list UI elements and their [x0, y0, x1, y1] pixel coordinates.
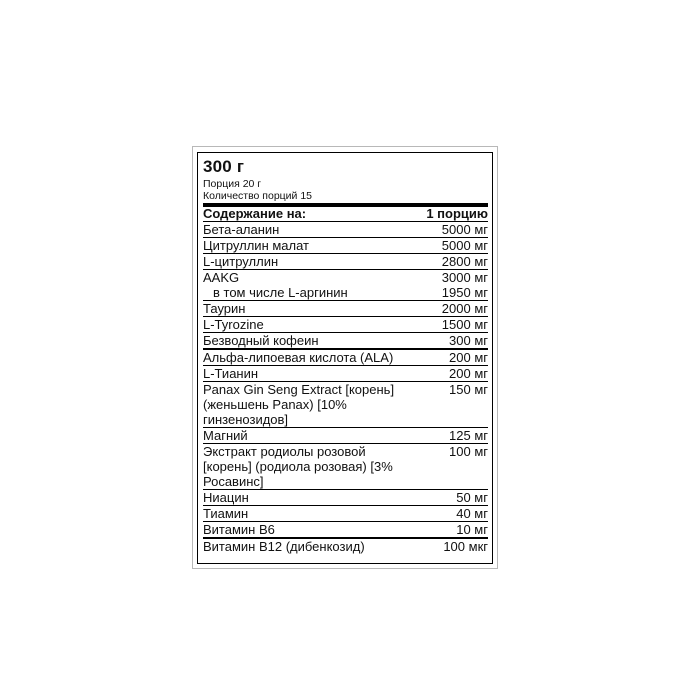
ingredient-amount: 1950 мг [441, 285, 488, 300]
table-row [203, 539, 488, 554]
header-name: Содержание на: [203, 206, 307, 221]
table-row [203, 238, 488, 254]
ingredient-name: Бета-аланин [203, 222, 280, 237]
table-row [203, 270, 488, 285]
ingredient-name: в том числе L-аргинин [213, 285, 348, 300]
table-row [203, 490, 488, 506]
ingredient-name: Альфа-липоевая кислота (ALA) [203, 350, 394, 365]
ingredient-amount: 100 мг [449, 444, 488, 459]
ingredient-name: Витамин B6 [203, 522, 275, 537]
table-row [203, 350, 488, 366]
ingredient-amount: 5000 мг [441, 238, 488, 253]
net-weight: 300 г [203, 157, 245, 176]
ingredient-amount: 10 мг [456, 522, 488, 537]
table-row [203, 222, 488, 238]
ingredient-name: Тиамин [203, 506, 249, 521]
table-row [203, 444, 488, 490]
table-row [203, 366, 488, 382]
servings-count: Количество порций 15 [203, 190, 313, 202]
table-row [203, 317, 488, 333]
ingredient-name: Магний [203, 428, 248, 443]
ingredient-name: Витамин B12 (дибенкозид) [203, 539, 365, 554]
ingredient-name: L-Tyrozine [203, 317, 264, 332]
ingredient-amount: 2000 мг [441, 301, 488, 316]
ingredient-name: AAKG [203, 270, 240, 285]
serving-size: Порция 20 г [203, 178, 262, 190]
ingredient-amount: 100 мкг [443, 539, 488, 554]
ingredient-amount: 1500 мг [441, 317, 488, 332]
table-row [203, 254, 488, 270]
ingredient-amount: 125 мг [449, 428, 488, 443]
table-row [203, 301, 488, 317]
ingredient-name: Экстракт родиолы розовой [корень] (родиола розовая) [3% Росавинс] [203, 444, 393, 489]
table-row [203, 506, 488, 522]
ingredient-amount: 5000 мг [441, 222, 488, 237]
ingredient-name: Цитруллин малат [203, 238, 310, 253]
table-row [203, 428, 488, 444]
ingredient-amount: 200 мг [449, 366, 488, 381]
ingredient-name: L-Тианин [203, 366, 259, 381]
table-row [203, 333, 488, 350]
ingredient-name: Таурин [203, 301, 246, 316]
ingredient-amount: 300 мг [449, 333, 488, 348]
table-row [203, 382, 488, 428]
ingredient-amount: 40 мг [456, 506, 488, 521]
table-header [203, 207, 488, 222]
table-row [203, 285, 488, 301]
ingredient-amount: 200 мг [449, 350, 488, 365]
nutrition-label [203, 156, 488, 554]
ingredient-name: Ниацин [203, 490, 249, 505]
ingredient-amount: 50 мг [456, 490, 488, 505]
ingredient-amount: 3000 мг [441, 270, 488, 285]
table-row [203, 522, 488, 539]
ingredient-amount: 150 мг [449, 382, 488, 397]
ingredient-amount: 2800 мг [441, 254, 488, 269]
ingredient-name: Безводный кофеин [203, 333, 319, 348]
ingredient-name: Panax Gin Seng Extract [корень] (женьшень Panax) [10% гинзенозидов] [203, 382, 395, 427]
header-value: 1 порцию [426, 206, 488, 221]
ingredient-name: L-цитруллин [203, 254, 279, 269]
